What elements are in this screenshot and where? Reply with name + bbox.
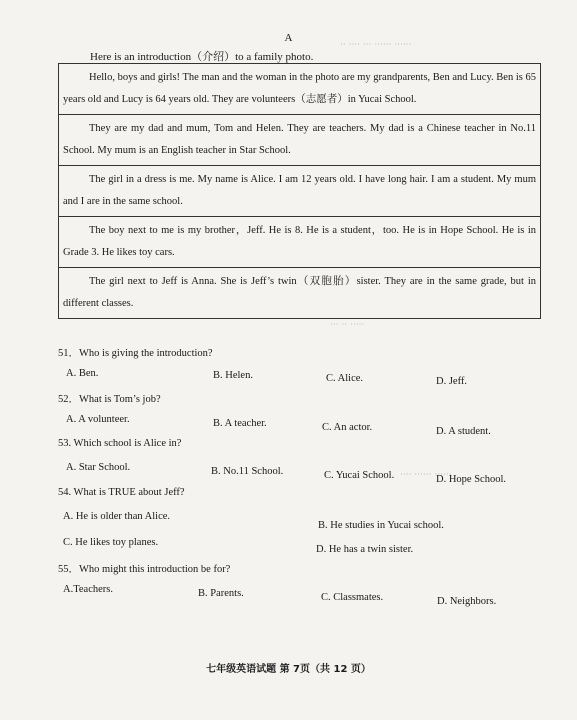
question-54-option-d: D. He has a twin sister.: [316, 544, 414, 555]
question-52-option-c: C. An actor.: [322, 422, 373, 433]
question-55-option-c: C. Classmates.: [321, 592, 384, 603]
passage-paragraph-3: The girl in a dress is me. My name is Alice. I am 12 years old. I have long hair. I am a student. My mum and I are in the same school.: [59, 166, 540, 217]
question-53-option-a: A. Star School.: [66, 462, 131, 473]
question-55-stem: 55．Who might this introduction be for?: [58, 564, 231, 575]
intro-line: Here is an introduction（介绍）to a family photo.: [90, 51, 314, 63]
question-52-option-a: A. A volunteer.: [66, 414, 130, 425]
section-letter: A: [284, 32, 293, 44]
passage-paragraph-5: The girl next to Jeff is Anna. She is Jeff’s twin（双胞胎）sister. They are in the same grade, but in different classes.: [59, 268, 540, 319]
passage-paragraph-2: They are my dad and mum, Tom and Helen. They are teachers. My dad is a Chinese teacher in No.11 School. My mum is an English teacher in Star School.: [59, 115, 540, 166]
question-52-option-b: B. A teacher.: [213, 418, 267, 429]
question-52-stem: 52．What is Tom’s job?: [58, 394, 161, 405]
question-55-option-b: B. Parents.: [198, 588, 244, 599]
question-54-option-a: A. He is older than Alice.: [63, 511, 171, 522]
bleed-through-text: ··· ·· ·····: [330, 320, 365, 330]
question-51-option-c: C. Alice.: [326, 373, 364, 384]
question-53-option-c: C. Yucai School.: [324, 470, 395, 481]
bleed-through-text: ·· ···· ··· ······ ······: [340, 40, 412, 50]
question-51-option-d: D. Jeff.: [436, 376, 468, 387]
question-53-stem: 53. Which school is Alice in?: [58, 438, 182, 449]
passage-paragraph-4: The boy next to me is my brother，Jeff. He is 8. He is a student，too. He is in Hope School. He is in Grade 3. He likes toy cars.: [59, 217, 540, 268]
question-51-stem: 51．Who is giving the introduction?: [58, 348, 213, 359]
question-55-option-a: A.Teachers.: [63, 584, 113, 595]
bleed-through-text: ···· ······ ······: [400, 470, 452, 480]
passage-box: [58, 63, 541, 319]
question-55-option-d: D. Neighbors.: [437, 596, 497, 607]
question-53-option-b: B. No.11 School.: [211, 466, 284, 477]
question-54-stem: 54. What is TRUE about Jeff?: [58, 487, 185, 498]
question-54-option-c: C. He likes toy planes.: [63, 537, 159, 548]
question-51-option-b: B. Helen.: [213, 370, 253, 381]
passage-paragraph-1: Hello, boys and girls! The man and the woman in the photo are my grandparents, Ben and Lucy. Ben is 65 years old and Lucy is 64 years old. They are volunteers（志愿者）in Yucai School.: [59, 64, 540, 115]
question-53-option-d: D. Hope School.: [436, 474, 506, 485]
question-51-option-a: A. Ben.: [66, 368, 99, 379]
question-54-option-b: B. He studies in Yucai school.: [318, 520, 444, 531]
page-footer: 七年级英语试题 第 7页（共 12 页）: [206, 664, 371, 675]
question-52-option-d: D. A student.: [436, 426, 491, 437]
